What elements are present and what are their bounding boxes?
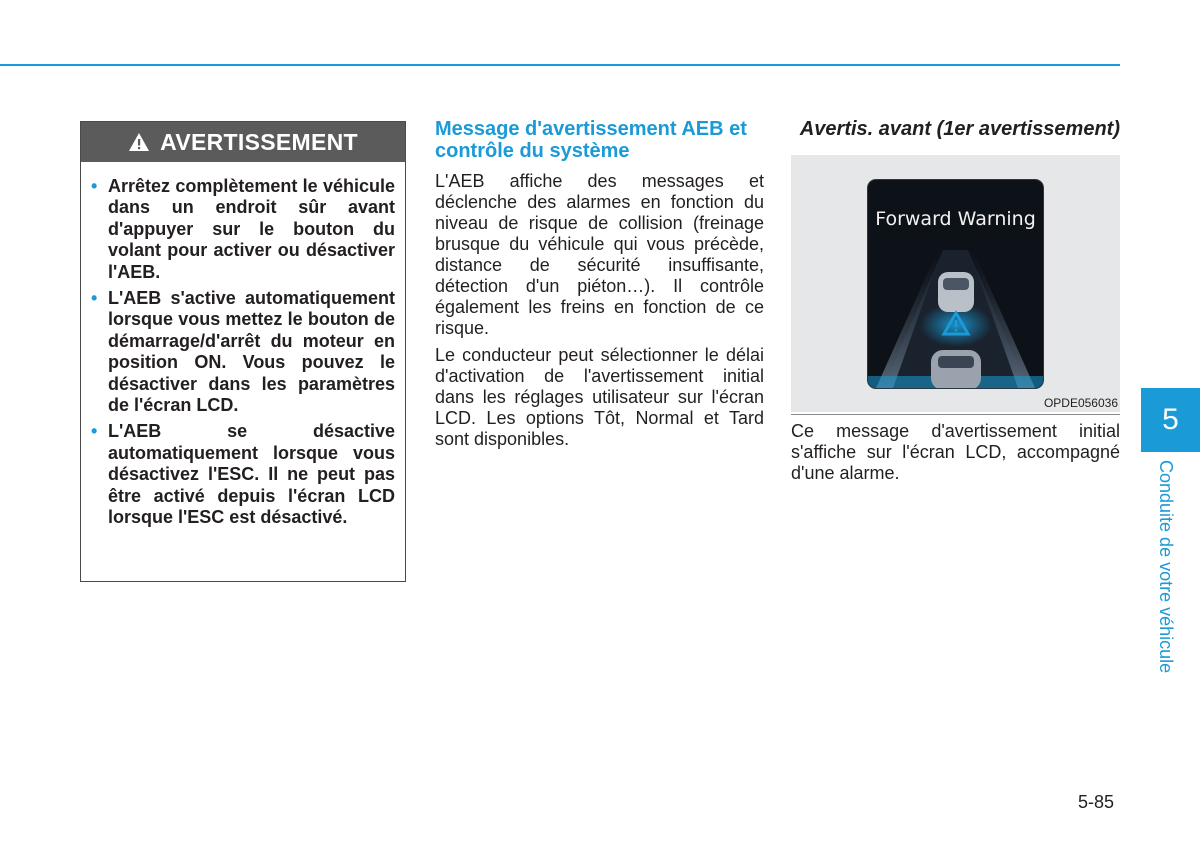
bullet-icon: • [91,176,98,196]
body-paragraph: L'AEB affiche des messages et déclenche des alarmes en fonction du niveau de risque de collision (freinage brusque du véhicule qui vous précède, distance de sécurité insuffisante, détection d'un piéton…). Il contrôle également les freins en fonction de ce risque. [435,171,764,338]
own-car-icon [931,350,981,388]
lcd-screen [868,180,1043,388]
warning-item-text: Arrêtez complètement le véhicule dans un endroit sûr avant d'appuyer sur le bouton du volant pour activer ou désactiver l'AEB. [108,176,395,282]
chapter-title: Conduite de votre véhicule [1156,460,1176,674]
lcd-message: Forward Warning [875,208,1036,230]
warning-list [81,162,405,529]
lcd-figure [791,155,1120,412]
warning-item-text: L'AEB se désactive automatiquement lorsque vous désactivez l'ESC. Il ne peut pas être activé depuis l'écran LCD lorsque l'ESC est désactivé. [108,421,395,528]
middle-column [435,118,764,456]
page-number: 5-85 [1078,792,1115,812]
sub-heading: Avertis. avant (1er avertissement) [799,118,1120,140]
section-heading: Message d'avertissement AEB et contrôle du système [435,118,747,162]
chapter-tab: 5 [1141,388,1200,452]
warning-item [91,176,395,283]
warning-header [81,122,405,162]
bullet-icon: • [91,288,98,309]
lead-car-icon [938,272,974,312]
top-rule [0,64,1120,66]
body-paragraph: Le conducteur peut sélectionner le délai d'activation de l'avertissement initial dans les réglages utilisateur sur l'écran LCD. Les options Tôt, Normal et Tard sont disponibles. [435,345,764,449]
figure-rule [791,414,1120,415]
bullet-icon: • [91,421,98,442]
body-paragraph: Ce message d'avertissement initial s'affiche sur l'écran LCD, accompagné d'une alarme. [791,421,1120,483]
right-column [791,118,1120,490]
figure-code: OPDE056036 [1043,396,1118,410]
warning-item-text: L'AEB s'active automatiquement lorsque vous mettez le bouton de démarrage/d'arrêt du moteur en position ON. Vous pouvez le désactiver dans les paramètres de l'écran LCD. [108,288,395,416]
warning-box [80,121,406,582]
warning-item [91,421,395,528]
warning-title: AVERTISSEMENT [160,128,358,155]
warning-triangle-icon [128,132,150,152]
warning-item [91,288,395,416]
